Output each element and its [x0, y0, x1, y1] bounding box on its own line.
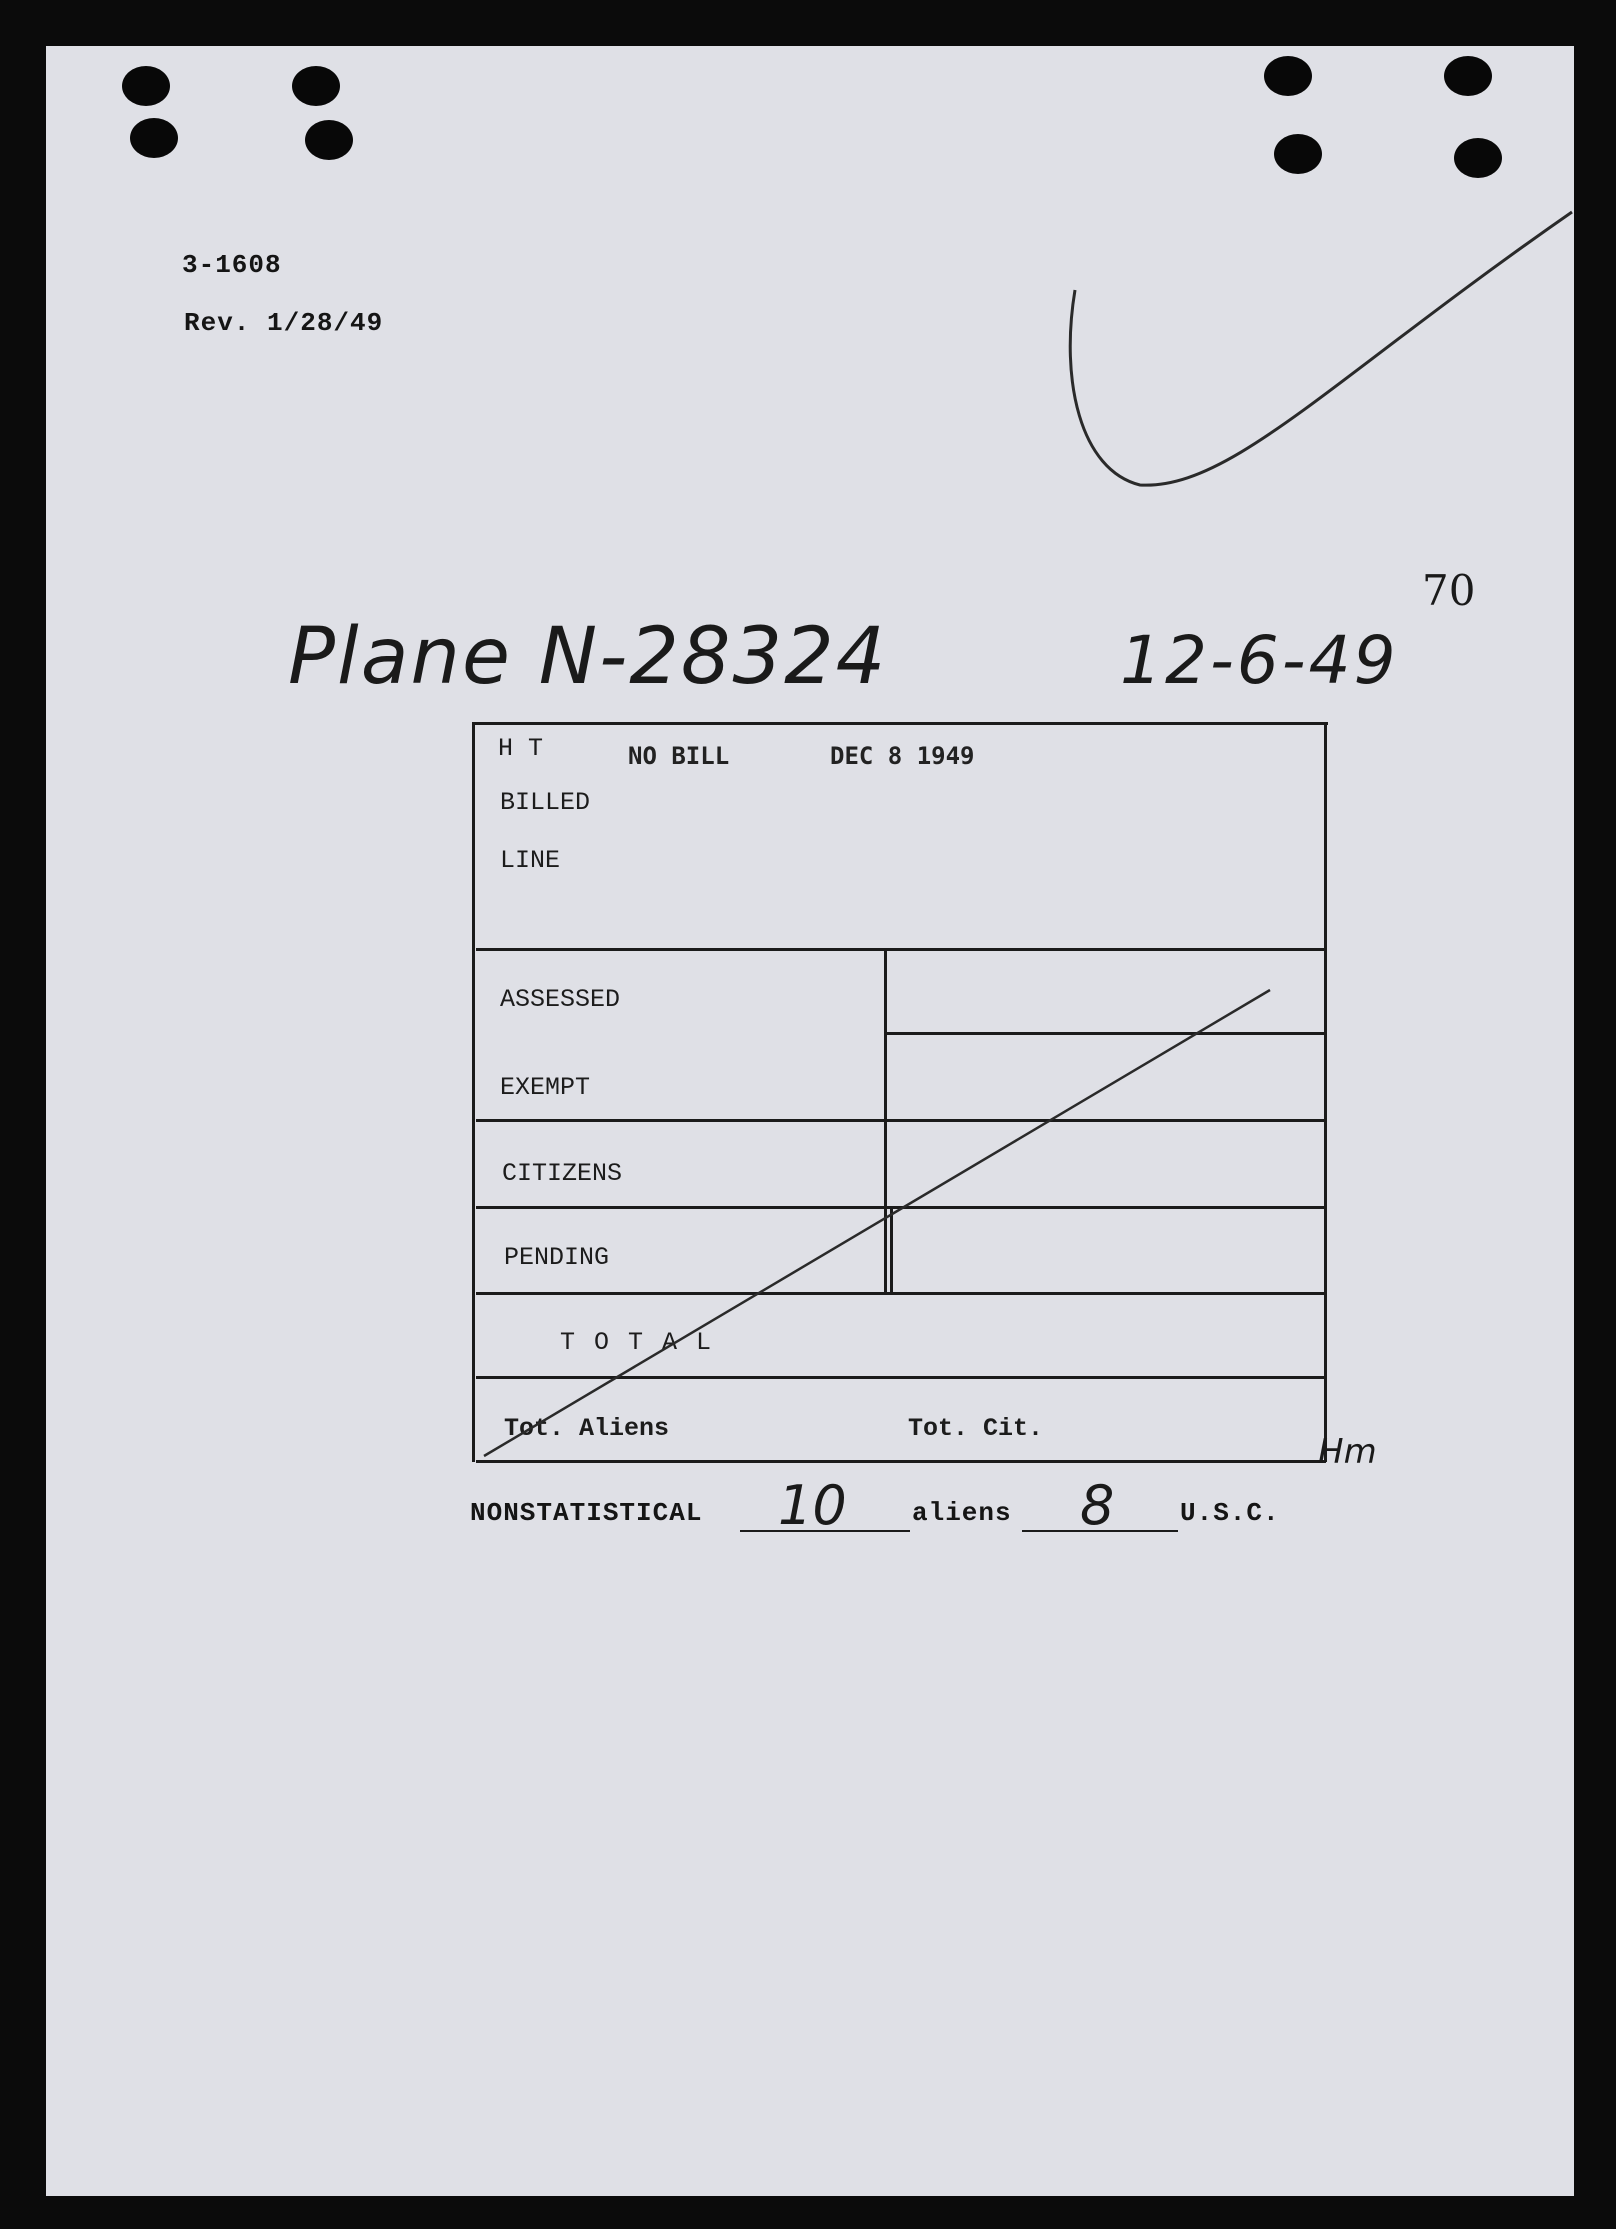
label-usc: U.S.C. [1180, 1498, 1280, 1528]
label-ht: H T [498, 734, 544, 763]
check-mark-stroke [1070, 212, 1572, 485]
corner-number: 70 [1422, 566, 1476, 615]
form-revision: Rev. 1/28/49 [184, 308, 384, 338]
initials: Hm [1318, 1432, 1377, 1472]
usc-count: 8 [1080, 1474, 1115, 1537]
row-label-pending: PENDING [504, 1243, 610, 1272]
row-label-exempt: EXEMPT [500, 1073, 591, 1102]
label-tot-aliens: Tot. Aliens [504, 1414, 670, 1443]
form-number: 3-1608 [182, 250, 282, 280]
label-aliens: aliens [912, 1498, 1012, 1528]
aliens-count: 10 [778, 1474, 847, 1537]
label-tot-cit: Tot. Cit. [908, 1414, 1044, 1443]
row-label-total: T O T A L [560, 1328, 714, 1357]
handwritten-date: 12-6-49 [1120, 622, 1399, 699]
label-nonstatistical: NONSTATISTICAL [470, 1498, 703, 1528]
label-line: LINE [500, 846, 561, 875]
diagonal-strike-line [484, 990, 1270, 1456]
row-label-citizens: CITIZENS [502, 1159, 623, 1188]
stamp-no-bill: NO BILL [628, 742, 730, 770]
stamp-date: DEC 8 1949 [830, 742, 975, 770]
label-billed: BILLED [500, 788, 591, 817]
row-label-assessed: ASSESSED [500, 985, 621, 1014]
plane-number: Plane N-28324 [288, 612, 888, 702]
